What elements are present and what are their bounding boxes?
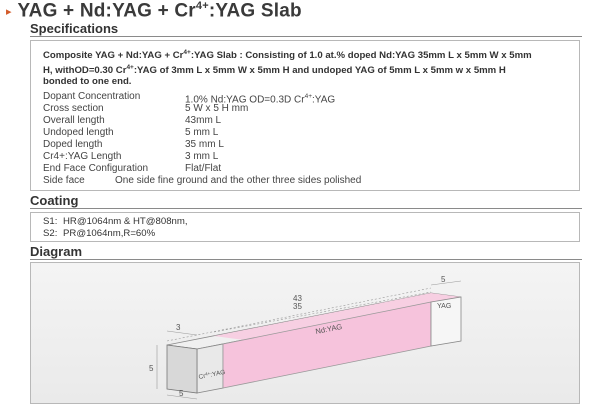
slab-end-face [167,345,197,393]
title-row [6,0,302,22]
specifications-rule [30,36,582,37]
coating-s2: S2: PR@1064nm,R=60% [43,228,156,239]
diagram-rule [30,259,582,260]
cr-yag-section [197,344,223,393]
coating-s1: S1: HR@1064nm & HT@808nm, [43,216,188,227]
dim-cr-label: 3 [176,323,181,332]
dim-width-label: 5 [179,389,184,398]
dim-overall-label: 43 [293,294,302,303]
diagram-heading: Diagram [30,244,83,259]
specifications-intro: Composite YAG + Nd:YAG + $Cr^{4+}:YAG$ Slab : Consisting of 1.0 at.% doped Nd:YAG 35mm L x 5mm W x 5mm H, withOD=0.30 $Cr^{4+}:YAG$ of 3mm L x 5mm W x 5mm H and undoped YAG of 5mm L x 5mm w x 5mm H bonded to one end. [43,49,532,88]
diagram-box [30,262,580,404]
specifications-heading: Specifications [30,21,119,36]
coating-box [30,212,580,242]
title-bullet-icon: ▸ [6,5,12,18]
coating-heading: Coating [30,193,79,208]
dim-doped-label: 35 [293,302,302,311]
dim-line-undoped [431,281,461,285]
ndyag-label: Nd:YAG [314,321,343,336]
yag-label: YAG [437,303,452,310]
dim-undoped-label: 5 [441,275,446,284]
coating-rule [30,208,582,209]
dim-height-label: 5 [149,364,154,373]
cr-yag-label: $Cr^{4+}:YAG$ [198,368,226,381]
specifications-box: Composite YAG + Nd:YAG + $Cr^{4+}:YAG$ Slab : Consisting of 1.0 at.% doped Nd:YAG 35mm L x 5mm W x 5mm H, withOD=0.30 $Cr^{4+}:YAG$ of 3mm L x 5mm W x 5mm H and undoped YAG of 5mm L x 5mm w x 5mm H bonded to one end. Dopant Concentration 1.0% Nd:YAG OD=0.3D $Cr^{4+}:YAG$ Cross section 5 W x 5 H mm Overall length 43mm L Undoped length 5 mm L Doped length 35 mm L Cr4+:YAG Length 3 mm L End Face Configuration Flat/Flat Side face One side fine ground and the other three sides polished [30,40,580,191]
page-title: YAG + Nd:YAG + $Cr^{4+}:YAG$ Slab [17,0,302,22]
dim-line-cr [167,331,197,335]
slab-diagram [31,263,579,403]
